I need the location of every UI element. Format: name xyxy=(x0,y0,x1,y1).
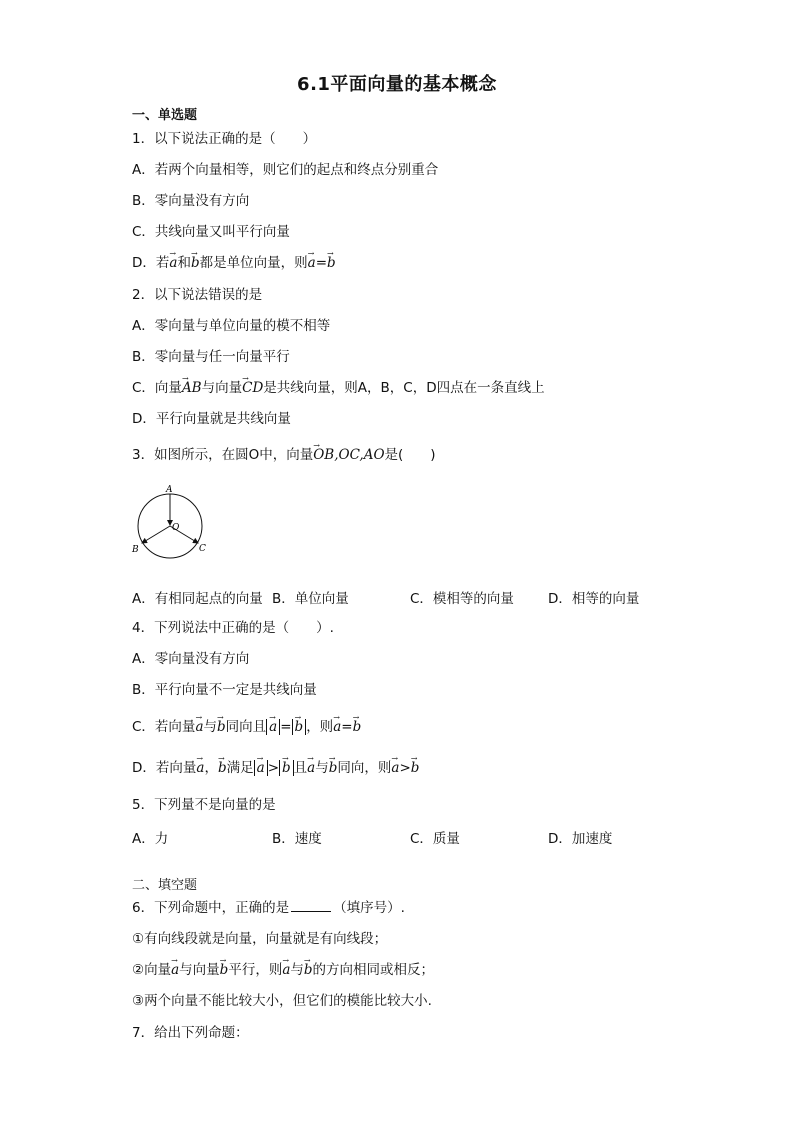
question-5-option-c: C．质量 xyxy=(410,831,460,847)
question-3-option-b: B．单位向量 xyxy=(272,591,349,607)
question-2-option-a: A．零向量与单位向量的模不相等 xyxy=(132,318,331,334)
vector-a: → a xyxy=(195,718,203,736)
text: 都是单位向量，则 xyxy=(199,255,308,271)
question-2-option-b: B．零向量与任一向量平行 xyxy=(132,349,290,365)
question-5-stem: 5．下列量不是向量的是 xyxy=(132,797,276,813)
text: ，则 xyxy=(306,719,334,735)
question-4-option-a: A．零向量没有方向 xyxy=(132,651,250,667)
vector-b: → b xyxy=(411,759,420,777)
vectors-ob-oc-ao: → OB,OC,AO xyxy=(313,446,384,464)
question-6-item-1: ①有向线段就是向量，向量就是有向线段； xyxy=(132,931,388,947)
question-1-stem: 1．以下说法正确的是（ ） xyxy=(132,131,317,147)
label-b: B xyxy=(132,545,139,555)
equals-sign: = xyxy=(341,719,353,735)
vector-b: → b xyxy=(220,961,229,979)
text: 与 xyxy=(315,760,329,776)
text: 与向量 xyxy=(201,380,243,396)
vector-b: → b xyxy=(282,759,291,777)
text: 和 xyxy=(177,255,191,271)
question-1-option-d xyxy=(132,254,336,272)
vector-b: → b xyxy=(327,254,336,272)
question-1-option-c: C．共线向量又叫平行向量 xyxy=(132,224,290,240)
section-heading-fill-in: 二、填空题 xyxy=(132,878,198,893)
text: 与向量 xyxy=(179,962,220,978)
text: 满足 xyxy=(226,760,254,776)
vector-b: → b xyxy=(304,961,313,979)
magnitude-b xyxy=(292,719,307,735)
vector-b: → b xyxy=(191,254,200,272)
section-heading-single-choice: 一、单选题 xyxy=(132,108,198,123)
vector-a: → a xyxy=(269,718,277,736)
text: 3．如图所示，在圆O中，向量 xyxy=(132,447,314,463)
vector-a: → a xyxy=(333,718,341,736)
text: 的方向相同或相反； xyxy=(312,962,435,978)
answer-blank[interactable] xyxy=(291,899,331,912)
text: ②向量 xyxy=(132,962,172,978)
question-5-option-a: A．力 xyxy=(132,831,169,847)
greater-sign: > xyxy=(267,760,279,776)
question-2-stem: 2．以下说法错误的是 xyxy=(132,287,263,303)
vector-a: → a xyxy=(169,254,177,272)
greater-sign: > xyxy=(399,760,411,776)
text: ， xyxy=(204,760,218,776)
label-o: O xyxy=(172,523,180,533)
question-4-option-c xyxy=(132,718,361,736)
question-3-option-a: A．有相同起点的向量 xyxy=(132,591,263,607)
magnitude-a xyxy=(266,719,280,735)
vector-b: → b xyxy=(217,718,226,736)
vector-a: → a xyxy=(257,759,265,777)
question-5-option-b: B．速度 xyxy=(272,831,322,847)
question-1-option-b: B．零向量没有方向 xyxy=(132,193,250,209)
text: 同向，则 xyxy=(337,760,392,776)
vector-a: → a xyxy=(171,961,179,979)
vector-a: → a xyxy=(196,759,204,777)
circle-vector-figure xyxy=(128,484,212,568)
question-6-stem xyxy=(132,899,405,917)
question-6-item-3: ③两个向量不能比较大小，但它们的模能比较大小. xyxy=(132,993,432,1009)
question-5-option-d: D．加速度 xyxy=(548,831,613,847)
label-c: C xyxy=(199,544,206,554)
vector-a: → a xyxy=(282,961,290,979)
text: （填序号）. xyxy=(333,900,405,916)
question-3-option-d: D．相等的向量 xyxy=(548,591,640,607)
vector-b: → b xyxy=(353,718,362,736)
vector-b: → b xyxy=(295,718,304,736)
vector-ab: → AB xyxy=(182,379,202,397)
equals-sign: = xyxy=(315,255,327,271)
text: D．若向量 xyxy=(132,760,197,776)
vector-a: → a xyxy=(391,759,399,777)
vector-a: → a xyxy=(308,254,316,272)
text: D．若 xyxy=(132,255,170,271)
text: 与 xyxy=(290,962,304,978)
question-6-item-2 xyxy=(132,961,434,979)
question-3-option-c: C．模相等的向量 xyxy=(410,591,514,607)
text: C．若向量 xyxy=(132,719,196,735)
equals-sign: = xyxy=(280,719,292,735)
text: C．向量 xyxy=(132,380,182,396)
magnitude-a xyxy=(254,760,268,776)
question-4-stem: 4．下列说法中正确的是（ ）. xyxy=(132,620,334,636)
question-2-option-d: D．平行向量就是共线向量 xyxy=(132,411,291,427)
question-7-stem: 7．给出下列命题： xyxy=(132,1025,249,1041)
text: 与 xyxy=(203,719,217,735)
text: 同向且 xyxy=(225,719,267,735)
vector-a: → a xyxy=(307,759,315,777)
vector-cd: → CD xyxy=(242,379,263,397)
text: 平行，则 xyxy=(228,962,283,978)
question-1-option-a: A．若两个向量相等，则它们的起点和终点分别重合 xyxy=(132,162,439,178)
page-title: 6.1平面向量的基本概念 xyxy=(297,74,497,95)
question-2-option-c xyxy=(132,379,545,397)
label-a: A xyxy=(166,485,173,495)
question-4-option-b: B．平行向量不一定是共线向量 xyxy=(132,682,317,698)
vector-b: → b xyxy=(218,759,227,777)
magnitude-b xyxy=(279,760,294,776)
text: 6．下列命题中，正确的是 xyxy=(132,900,290,916)
question-3-stem xyxy=(132,446,436,464)
vector-b: → b xyxy=(329,759,338,777)
vector-ob-line xyxy=(142,526,170,543)
text: 是共线向量，则A，B，C，D四点在一条直线上 xyxy=(263,380,545,396)
question-4-option-d xyxy=(132,759,419,777)
text: 是( ) xyxy=(384,447,436,463)
text: 且 xyxy=(293,760,308,776)
